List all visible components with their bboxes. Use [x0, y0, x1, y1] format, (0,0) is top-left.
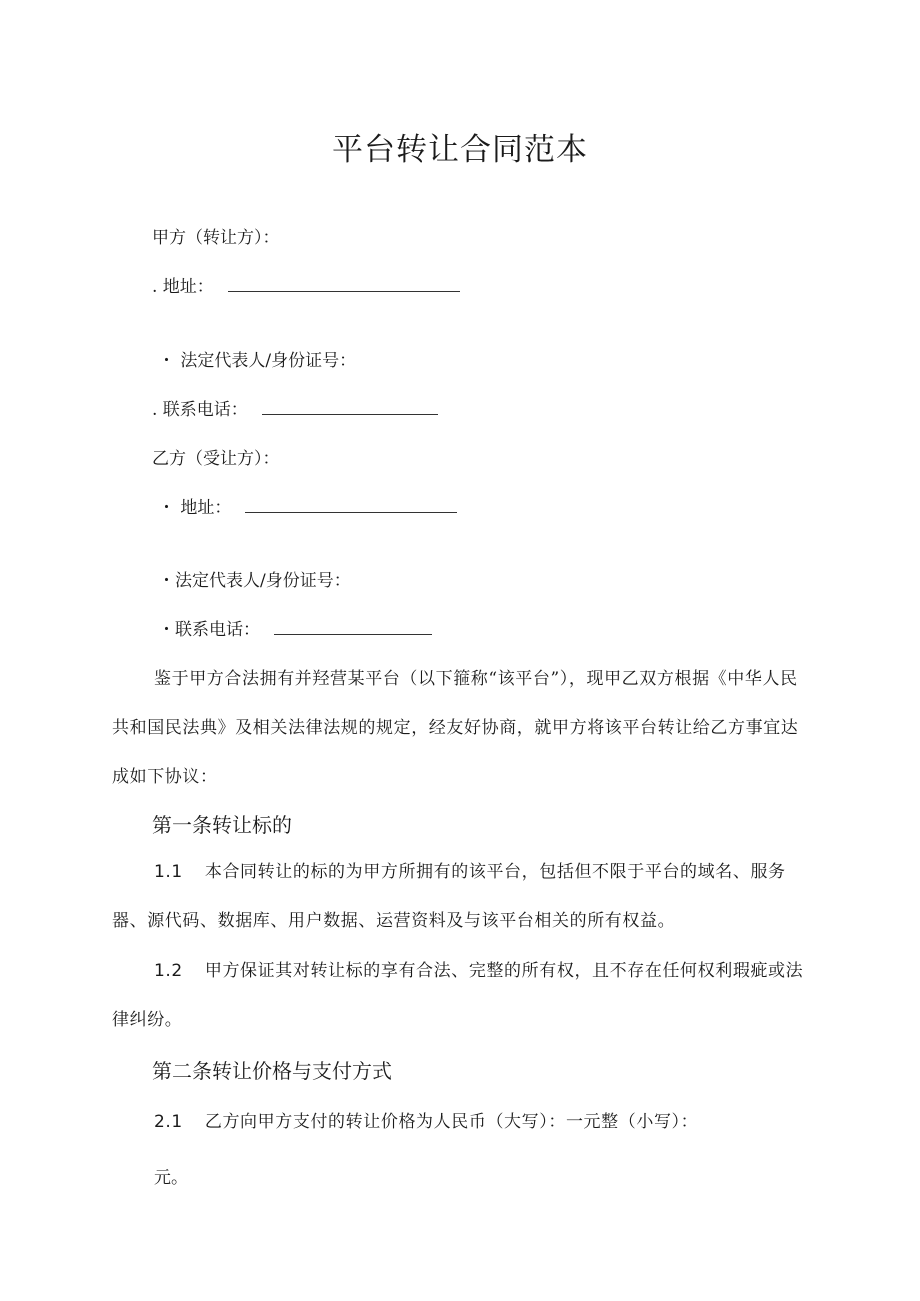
party-a-address-row	[152, 275, 460, 299]
document-title: 平台转让合同范本	[332, 132, 588, 168]
party-a-address-blank[interactable]	[228, 275, 460, 292]
party-b-phone-blank[interactable]	[274, 618, 432, 635]
party-b-address-row	[158, 496, 457, 520]
clause-1-2-text: 甲方保证其对转让标的享有合法、完整的所有权，且不存在任何权利瑕疵或法律纠纷。	[112, 961, 804, 1030]
party-a-address-label: . 地址：	[152, 277, 214, 297]
party-b-address-label: ・ 地址：	[158, 498, 232, 518]
clause-1-2-number: 1.2	[154, 961, 183, 981]
clause-1-1	[112, 848, 808, 946]
article-1-heading: 第一条转让标的	[152, 813, 292, 837]
clause-1-2	[112, 947, 808, 1045]
party-b-phone-label: ・联系电话：	[158, 620, 260, 640]
party-a-legal-rep-label: ・ 法定代表人/身份证号：	[158, 351, 357, 371]
clause-2-1-continuation: 元。	[154, 1168, 188, 1188]
clause-2-1-text: 乙方向甲方支付的转让价格为人民币（大写）：一元整（小写）：	[204, 1112, 699, 1132]
party-b-heading: 乙方（受让方）：	[152, 449, 280, 469]
clause-2-1	[154, 1110, 698, 1134]
party-b-phone-row	[158, 618, 432, 642]
clause-2-1-number: 2.1	[154, 1112, 183, 1132]
party-a-heading: 甲方（转让方）：	[152, 228, 280, 248]
party-a-phone-label: . 联系电话：	[152, 400, 248, 420]
preamble-paragraph: 鉴于甲方合法拥有并羟营某平台（以下箍称“该平台”），现甲乙双方根据《中华人民共和国民法典》及相关法律法规的规定，经友好协商，就甲方将该平台转让给乙方事宜达成如下协议：	[112, 669, 799, 787]
party-b-address-blank[interactable]	[245, 496, 457, 513]
party-a-phone-blank[interactable]	[262, 398, 438, 415]
party-b-legal-rep-label: ・法定代表人/身份证号：	[158, 571, 351, 591]
party-a-phone-row	[152, 398, 438, 422]
article-2-heading: 第二条转让价格与支付方式	[152, 1059, 392, 1083]
clause-1-1-text: 本合同转让的标的为甲方所拥有的该平台，包括但不限于平台的域名、服务器、源代码、数据库、用户数据、运营资料及与该平台相关的所有权益。	[112, 862, 786, 931]
clause-1-1-number: 1.1	[154, 862, 183, 882]
